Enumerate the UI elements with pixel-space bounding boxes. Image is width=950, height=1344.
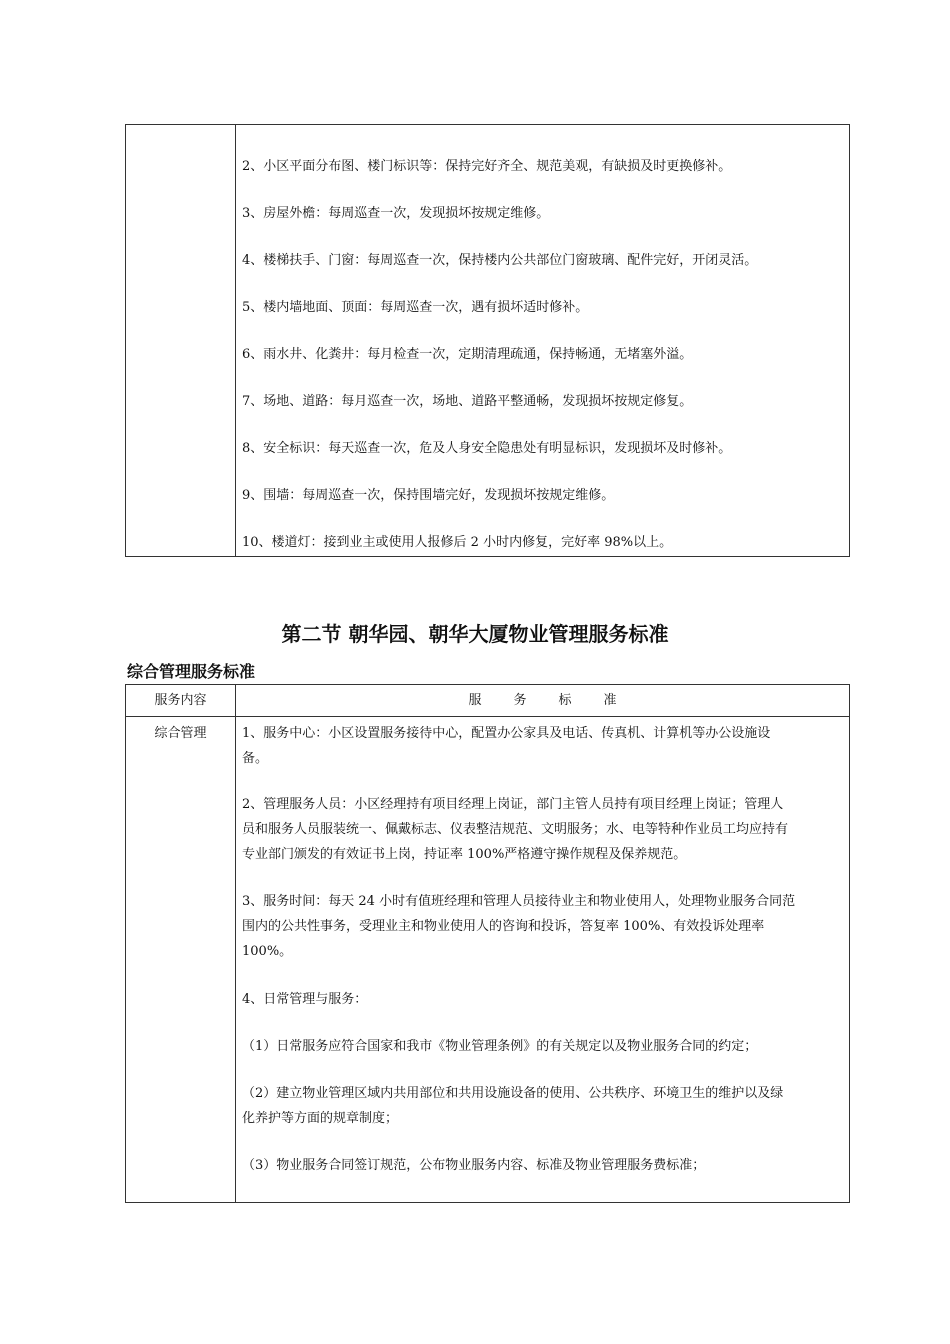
standard-line: 2、管理服务人员：小区经理持有项目经理上岗证，部门主管人员持有项目经理上岗证；管理人	[242, 797, 784, 812]
maintenance-standards-table	[125, 124, 850, 557]
standard-item: 3、房屋外檐：每周巡查一次，发现损坏按规定维修。	[242, 206, 550, 221]
row-label: 综合管理	[154, 726, 207, 741]
standard-line: 专业部门颁发的有效证书上岗，持证率 100%严格遵守操作规程及保养规范。	[242, 847, 687, 862]
standard-line: （3）物业服务合同签订规范，公布物业服务内容、标准及物业管理服务费标准；	[242, 1158, 706, 1173]
standard-line: 100%。	[242, 944, 293, 959]
standard-line: 1、服务中心：小区设置服务接待中心，配置办公家具及电话、传真机、计算机等办公设施设	[242, 726, 771, 741]
standard-line: 备。	[242, 751, 269, 766]
standard-item: 2、小区平面分布图、楼门标识等：保持完好齐全、规范美观，有缺损及时更换修补。	[242, 159, 732, 174]
standard-item: 4、楼梯扶手、门窗：每周巡查一次，保持楼内公共部位门窗玻璃、配件完好，开闭灵活。	[242, 253, 758, 268]
standard-item: 10、楼道灯：接到业主或使用人报修后 2 小时内修复，完好率 98%以上。	[242, 535, 673, 550]
header-service-content: 服务内容	[154, 693, 207, 708]
column-divider	[235, 125, 236, 556]
section-title: 第二节 朝华园、朝华大厦物业管理服务标准	[281, 622, 669, 646]
standard-line: （1）日常服务应符合国家和我市《物业管理条例》的有关规定以及物业服务合同的约定；	[242, 1039, 758, 1054]
comprehensive-management-table	[125, 684, 850, 1203]
header-service-standard: 服务标准	[468, 693, 649, 708]
column-divider	[235, 685, 236, 1202]
standard-item: 5、楼内墙地面、顶面：每周巡查一次，遇有损坏适时修补。	[242, 300, 589, 315]
standard-item: 7、场地、道路：每月巡查一次，场地、道路平整通畅，发现损坏按规定修复。	[242, 394, 693, 409]
standard-line: 员和服务人员服装统一、佩戴标志、仪表整洁规范、文明服务；水、电等特种作业员工均应持有	[242, 822, 789, 837]
standard-line: 3、服务时间：每天 24 小时有值班经理和管理人员接待业主和物业使用人，处理物业服务合同范	[242, 894, 796, 909]
standard-item: 9、围墙：每周巡查一次，保持围墙完好，发现损坏按规定维修。	[242, 488, 615, 503]
standard-line: 围内的公共性事务，受理业主和物业使用人的咨询和投诉，答复率 100%、有效投诉处理率	[242, 919, 765, 934]
standard-line: 化养护等方面的规章制度；	[242, 1111, 399, 1126]
header-divider	[126, 716, 849, 717]
standard-line: 4、日常管理与服务：	[242, 992, 368, 1007]
standard-item: 6、雨水井、化粪井：每月检查一次，定期清理疏通，保持畅通，无堵塞外溢。	[242, 347, 693, 362]
standard-line: （2）建立物业管理区域内共用部位和共用设施设备的使用、公共秩序、环境卫生的维护以及绿	[242, 1086, 784, 1101]
standard-item: 8、安全标识：每天巡查一次，危及人身安全隐患处有明显标识，发现损坏及时修补。	[242, 441, 732, 456]
sub-title: 综合管理服务标准	[127, 662, 256, 681]
